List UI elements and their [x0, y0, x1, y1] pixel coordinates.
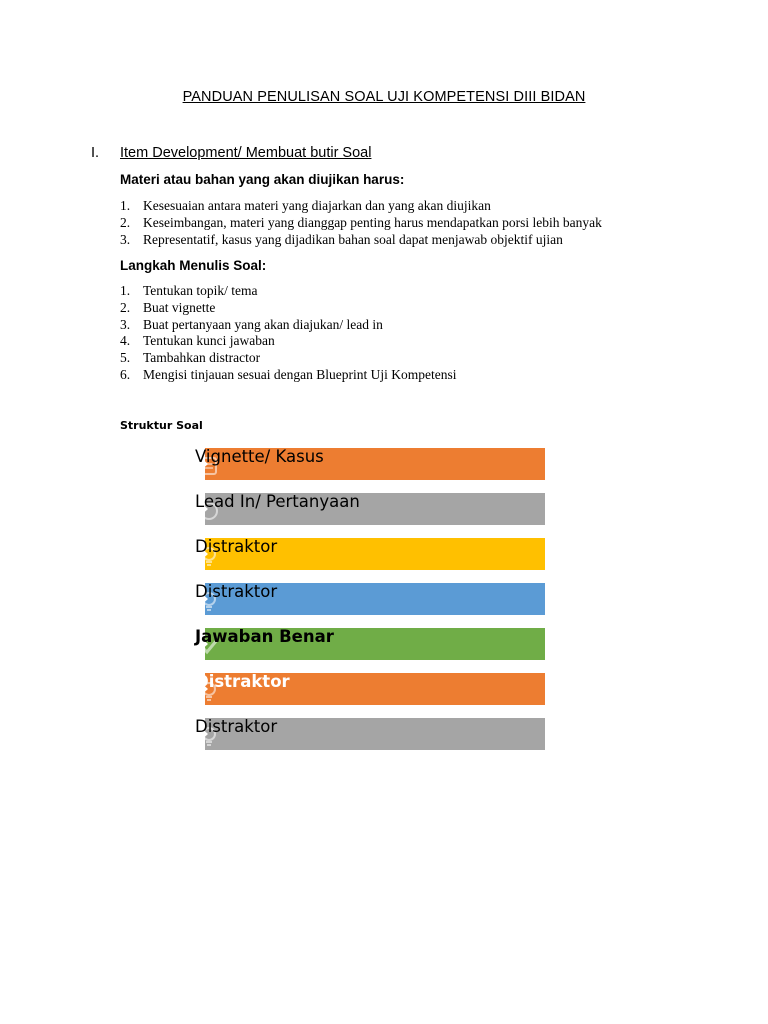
- list-item: 1. Tentukan topik/ tema: [120, 283, 258, 298]
- list-item: 4. Tentukan kunci jawaban: [120, 333, 275, 349]
- struktur-bar: [190, 715, 545, 750]
- langkah-list: [120, 283, 456, 384]
- bar-label: Jawaban Benar: [195, 627, 334, 646]
- struktur-bar: [190, 445, 545, 480]
- list-item: 1. Kesesuaian antara materi yang diajarkan dan yang akan diujikan: [120, 198, 491, 213]
- list-item: 2. Keseimbangan, materi yang dianggap penting harus mendapatkan porsi lebih banyak: [120, 214, 602, 230]
- list-item: 3. Representatif, kasus yang dijadikan bahan soal dapat menjawab objektif ujian: [120, 231, 563, 247]
- materi-heading: Materi atau bahan yang akan diujikan harus:: [120, 172, 405, 187]
- list-item: 6. Mengisi tinjauan sesuai dengan Blueprint Uji Kompetensi: [120, 366, 457, 382]
- struktur-bar: [190, 580, 545, 615]
- document-title: PANDUAN PENULISAN SOAL UJI KOMPETENSI DIII BIDAN: [182, 89, 586, 105]
- bar-label: Distraktor: [195, 537, 278, 556]
- struktur-bar: [190, 670, 545, 705]
- list-item: 2. Buat vignette: [120, 299, 216, 315]
- struktur-diagram: [190, 445, 550, 760]
- bar-label: Vignette/ Kasus: [195, 447, 324, 466]
- section-title: Item Development/ Membuat butir Soal: [120, 145, 372, 161]
- bar-label: Distraktor: [195, 582, 278, 601]
- bar-label: Lead In/ Pertanyaan: [195, 492, 360, 511]
- struktur-label: Struktur Soal: [120, 419, 203, 432]
- struktur-bar: [190, 625, 545, 660]
- materi-list: [120, 198, 602, 248]
- bar-label: Distraktor: [195, 717, 278, 736]
- struktur-bar: [190, 535, 545, 570]
- section-number: I.: [91, 145, 100, 161]
- bar-label: Distraktor: [195, 672, 290, 691]
- list-item: 5. Tambahkan distractor: [120, 350, 261, 366]
- struktur-bar: [190, 490, 545, 525]
- langkah-heading: Langkah Menulis Soal:: [120, 258, 267, 273]
- list-item: 3. Buat pertanyaan yang akan diajukan/ lead in: [120, 316, 383, 332]
